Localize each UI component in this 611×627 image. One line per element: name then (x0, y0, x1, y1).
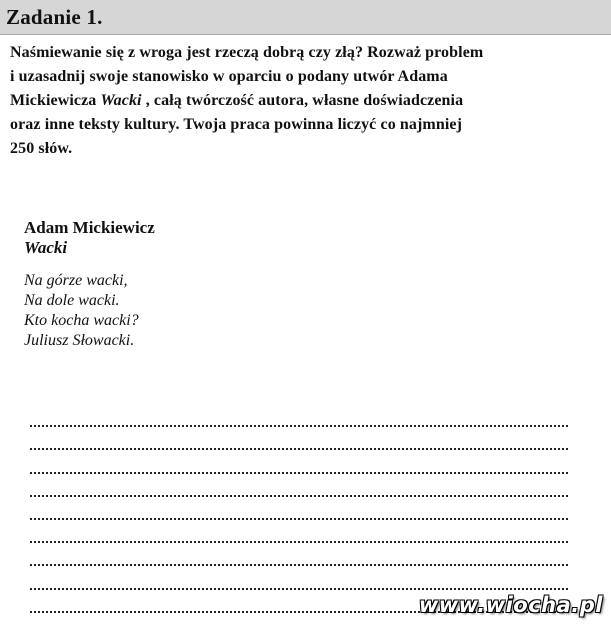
task-prompt-text: Mickiewicza (10, 92, 101, 109)
task-prompt-text: , całą twórczość autora, własne doświadczenia (141, 92, 464, 109)
task-prompt-line: i uzasadnij swoje stanowisko w oparciu o podany utwór Adama (10, 68, 448, 85)
task-prompt-line (10, 89, 610, 113)
answer-line (30, 528, 568, 551)
poem-text (24, 271, 139, 351)
task-prompt-line: 250 słów. (10, 140, 73, 157)
task-prompt-line: Naśmiewanie się z wroga jest rzeczą dobrą czy złą? Rozważ problem (10, 44, 484, 61)
answer-line (30, 435, 568, 458)
answer-line (30, 551, 568, 574)
answer-line (30, 412, 568, 435)
task-prompt-line: oraz inne teksty kultury. Twoja praca powinna liczyć co najmniej (10, 116, 463, 133)
poem-title: Wacki (24, 238, 68, 257)
answer-line (30, 458, 568, 481)
poem-verse: Kto kocha wacki? (24, 312, 139, 329)
answer-line (30, 482, 568, 505)
task-prompt (10, 41, 610, 161)
poem-verse: Juliusz Słowacki. (24, 332, 135, 349)
poem-verse: Na górze wacki, (24, 272, 128, 289)
task-number-title: Zadanie 1. (6, 5, 103, 29)
poem-author: Adam Mickiewicz (24, 218, 155, 237)
answer-lines (30, 412, 568, 621)
answer-line (30, 505, 568, 528)
poem-verse: Na dole wacki. (24, 292, 120, 309)
watermark-logo: www.wiocha.pl (418, 593, 603, 617)
task-work-title: Wacki (100, 92, 142, 109)
task-header-bar (0, 0, 611, 35)
